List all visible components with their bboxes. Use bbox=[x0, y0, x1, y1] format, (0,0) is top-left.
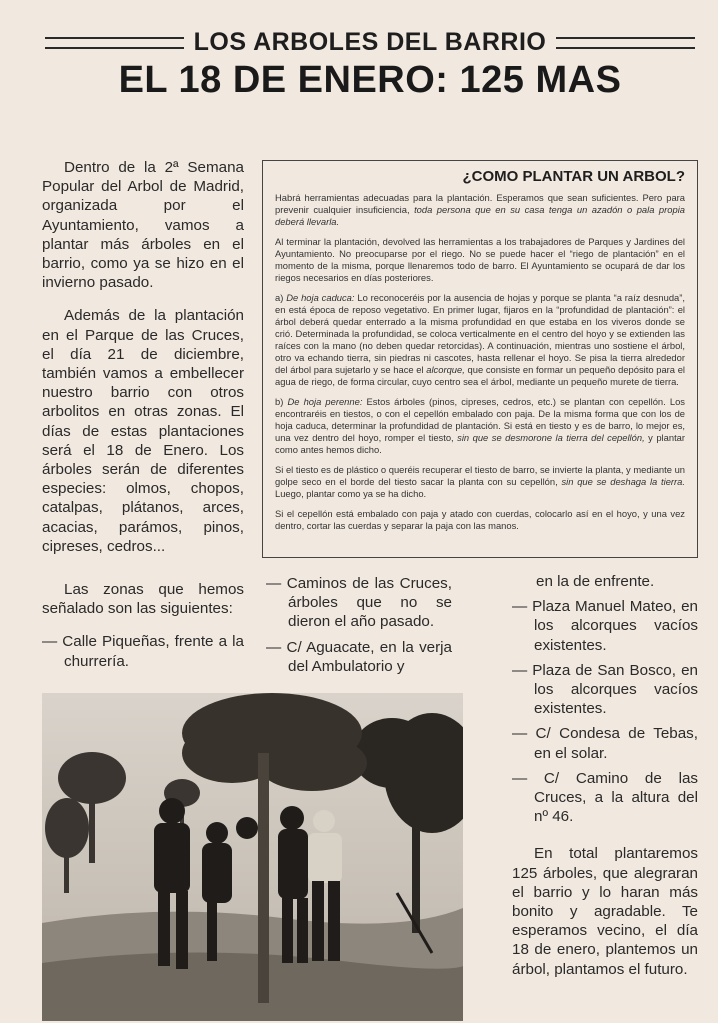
zones-column-3 bbox=[512, 572, 698, 993]
zone-item: — C/ Condesa de Tebas, en el solar. bbox=[512, 725, 698, 762]
box-label: b) bbox=[275, 396, 288, 407]
box-text: Habrá herramientas adecuadas para la plantación. Esperamos que sean suficientes. Pero para prevenir cualquier insuficiencia, bbox=[275, 192, 685, 215]
kicker-row bbox=[45, 28, 695, 57]
zones-column-1 bbox=[42, 580, 244, 677]
box-emphasis: De hoja caduca: bbox=[286, 292, 355, 303]
zone-item: — C/ Camino de las Cruces, a la altura del nº 46. bbox=[512, 769, 698, 826]
box-emphasis: sin que se deshaga la tierra. bbox=[561, 476, 685, 487]
planting-instructions-box bbox=[262, 160, 698, 558]
box-text: que consiste en formar un pequeño depósito para el agua de riego, de forma circular, cuyo centro sea el árbol, mediante un pequeño murete de tierra. bbox=[275, 364, 685, 387]
headline: EL 18 DE ENERO: 125 MAS bbox=[118, 59, 622, 101]
intro-paragraph-2: Además de la plantación en el Parque de las Cruces, el día 21 de diciembre, también vamos a embellecer nuestro barrio con otros arbolitos en otras zonas. El días de estas plantaciones será el 18 de Enero. Los árboles serán de diferentes especies: olmos, chopos, catalpas, plátanos, arces, acacias, parámos, pinos, cipreses, cedros... bbox=[42, 307, 244, 555]
box-paragraph-tools bbox=[275, 192, 685, 228]
tree-planting-photo bbox=[42, 693, 463, 1021]
box-text: Si el tiesto es de plástico o queréis recuperar el tiesto de barro, se invierte la planta, y mediante un golpe seco en el borde del tiesto sacar la planta con su cepellón, bbox=[275, 464, 685, 487]
zone-item-continued: en la de enfrente. bbox=[536, 573, 655, 590]
box-text: Luego, plantar como ya se ha dicho. bbox=[275, 488, 427, 499]
zone-item: — Plaza de San Bosco, en los alcorques vacíos existentes. bbox=[512, 661, 698, 718]
zone-item: — Plaza Manuel Mateo, en los alcorques vacíos existentes. bbox=[512, 598, 698, 654]
zone-item: — Caminos de las Cruces, árboles que no se dieron el año pasado. bbox=[266, 575, 452, 631]
box-emphasis: De hoja perenne: bbox=[287, 396, 363, 407]
box-paragraph-return: Al terminar la plantación, devolved las herramientas a los trabajadores de Parques y Jardines del Ayuntamiento. No preocuparse por el riego. No se puede hacer el “riego de plantación” en el momento de la misma, porque llenaremos todo de barro. El Ayuntamiento se ocupará de dar los riegos necesarios en días posteriores. bbox=[275, 236, 685, 283]
box-text: y plantar como antes hemos dicho. bbox=[275, 432, 686, 455]
box-paragraph-evergreen bbox=[275, 396, 685, 456]
box-emphasis: sin que se desmorone la tierra del cepellón, bbox=[457, 432, 645, 443]
box-text: Lo reconoceréis por la ausencia de hojas y porque se planta “a raíz desnuda”, en está época de reposo vegetativo. En primer lugar, fijaros en la “profundidad de plantación”: el árbol deberá quedar enterrado a la misma profundidad en que estaba en los viveros donde se crió. Determinada la profundidad, se coloca verticalmente en el centro del hoyo y se extienden las raíces con la mano (no deben quedar retorcidas). A continuación, mientras uno sostiene el árbol, otro va echando tierra, sin piedras ni cascotes, hasta rellenar el hoyo. Se pisa la tierra alrededor del árbol para sujetarlo y se hace el bbox=[275, 292, 685, 375]
box-text: Estos árboles (pinos, cipreses, cedros, etc.) se plantan con cepellón. Los encontraréis en tiestos, o con el cepellón embalado con paja. De la misma forma que con los de hoja caduca, determinar la profundidad de plantación. Si está en tiesto y es de barro, lo mejor es, una vez dentro del hoyo, romper el tiesto, bbox=[275, 396, 685, 443]
zones-list-2 bbox=[266, 574, 452, 676]
zones-list-3 bbox=[512, 572, 698, 826]
intro-paragraph-1: Dentro de la 2ª Semana Popular del Arbol de Madrid, organizada por el Ayuntamiento, vamos a plantar más árboles en el barrio, como ya se hizo en el invierno pasado. bbox=[42, 159, 244, 292]
closing-paragraph: En total plantaremos 125 árboles, que alegraran el barrio y lo haran más bonito y agradable. Te esperamos vecino, el día 18 de enero, plantemos un árbol, plantamos el futuro. bbox=[512, 845, 698, 978]
box-label: a) bbox=[275, 292, 287, 303]
photo-illustration bbox=[42, 693, 463, 1021]
box-paragraph-straw: Si el cepellón está embalado con paja y atado con cuerdas, colocarlo así en el hoyo, y una vez dentro, cortar las cuerdas y separar la paja con las manos. bbox=[275, 508, 685, 531]
rule-right bbox=[556, 37, 695, 49]
zones-list-1 bbox=[42, 632, 244, 670]
box-paragraph-plastic-pot bbox=[275, 464, 685, 500]
box-emphasis: toda persona que en su casa tenga un azadón o pala propia deberá llevarla. bbox=[275, 204, 685, 227]
zone-item: — C/ Aguacate, en la verja del Ambulatorio y bbox=[266, 638, 452, 675]
zones-intro: Las zonas que hemos señalado son las siguientes: bbox=[42, 581, 244, 618]
box-title: ¿COMO PLANTAR UN ARBOL? bbox=[462, 168, 685, 185]
kicker: LOS ARBOLES DEL BARRIO bbox=[193, 28, 547, 56]
zones-column-2 bbox=[266, 574, 452, 682]
box-emphasis: alcorque, bbox=[426, 364, 465, 375]
article-header bbox=[45, 28, 695, 102]
intro-column bbox=[42, 158, 244, 570]
rule-left bbox=[45, 37, 184, 49]
box-paragraph-deciduous bbox=[275, 292, 685, 388]
zone-item: — Calle Piqueñas, frente a la churrería. bbox=[42, 633, 244, 670]
